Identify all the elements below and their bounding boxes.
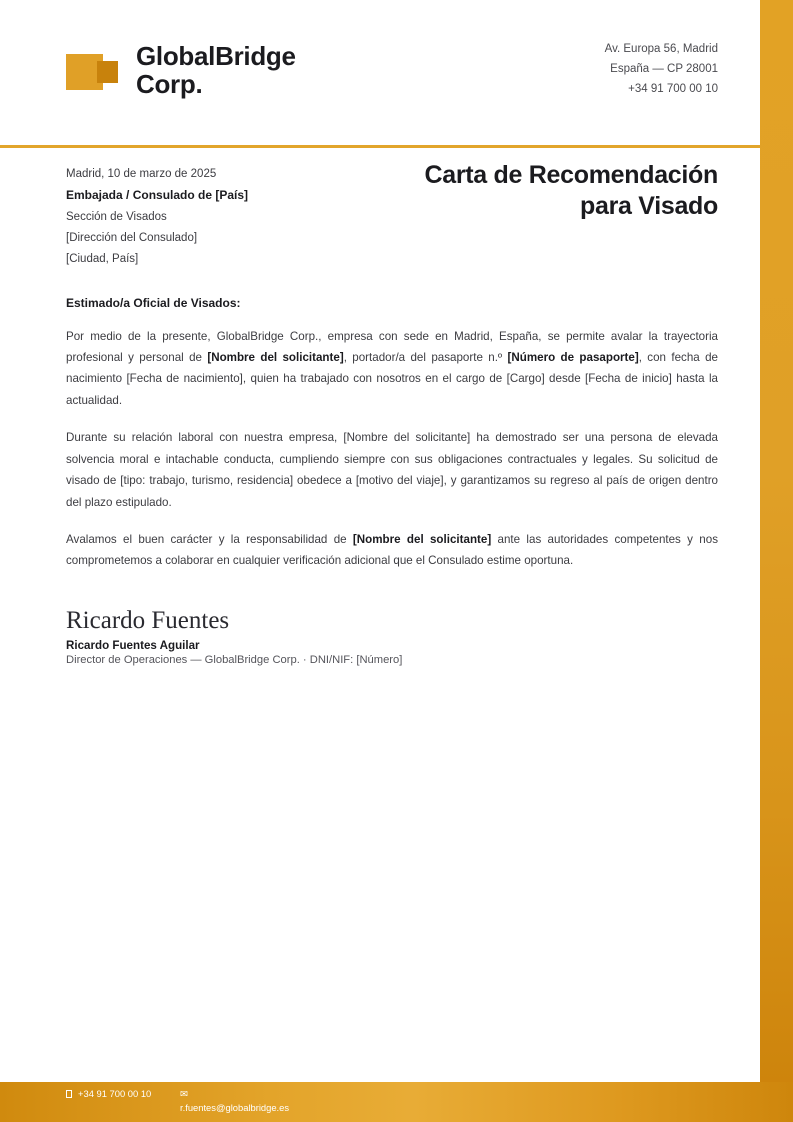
text-run: ante las autoridades competentes y nos comprometemos a colaborar en cualquier verificación adicional que el Consulado estime oportuna. [66, 533, 718, 568]
recipient-address: [Dirección del Consulado] [66, 231, 198, 244]
header-contact-postal: España — CP 28001 [610, 63, 718, 76]
recipient-city-country: [Ciudad, País] [66, 252, 139, 265]
globalbridge-logo-icon [66, 50, 120, 90]
placeholder-field: [Nombre del solicitante] [352, 533, 492, 547]
date-line: Madrid, 10 de marzo de 2025 [66, 168, 217, 180]
signatory-role: Director de Operaciones — GlobalBridge Corp. · DNI/NIF: [Número] [66, 654, 403, 667]
recipient-block [66, 160, 248, 270]
text-run: Durante su relación laboral con nuestra empresa, [Nombre del solicitante] ha demostrado ser una persona de elevada solvencia moral e intachable conducta, cumpliendo siempre con sus obligaciones contractuales y legales. Su solicitud de visado de [tipo: trabajo, turismo, residencia] obedece a [motivo del viaje], y garantizamos su regreso al país de origen dentro del plazo estipulado. [66, 431, 718, 509]
signatory-name: Ricardo Fuentes Aguilar [66, 639, 200, 653]
header-contact-block [605, 40, 718, 99]
letter-body [0, 160, 760, 666]
logo-square-dark-icon [97, 61, 118, 83]
footer-phone-item [66, 1088, 158, 1101]
page-title: Carta de Recomendación para Visado [424, 161, 718, 220]
meta-row [66, 160, 718, 270]
placeholder-field: [Nombre del solicitante] [207, 350, 344, 364]
brand-name: GlobalBridge Corp. [136, 40, 296, 99]
placeholder-field: [Número de pasaporte] [507, 350, 639, 364]
footer-email-item [180, 1088, 289, 1114]
paragraph-2 [66, 427, 718, 513]
header-contact-address: Av. Europa 56, Madrid [604, 43, 718, 56]
header-divider [0, 145, 760, 148]
paragraph-list [66, 326, 718, 572]
signature-script: Ricardo Fuentes [66, 606, 230, 634]
phone-icon [66, 1088, 73, 1101]
signature-block [66, 606, 718, 667]
text-run: , con fecha de nacimiento [Fecha de nacimiento], quien ha trabajado con nosotros en el cargo de [Cargo] desde [Fecha de inicio] hasta la actualidad. [66, 350, 718, 407]
footer-phone-text: +34 91 700 00 10 [78, 1088, 152, 1099]
letterhead-header [0, 0, 760, 140]
footer-email-text: r.fuentes@globalbridge.es [180, 1101, 290, 1113]
recipient-department: Sección de Visados [66, 210, 167, 223]
text-run: , portador/a del pasaporte n.º [343, 350, 508, 364]
salutation: Estimado/a Oficial de Visados: [66, 295, 241, 310]
text-run: Por medio de la presente, GlobalBridge Corp., empresa con sede en Madrid, España, se permite avalar la trayectoria profesional y personal de [66, 329, 718, 364]
paragraph-3 [66, 529, 718, 572]
recipient-organization: Embajada / Consulado de [País] [66, 187, 249, 202]
paragraph-1 [66, 326, 718, 412]
brand-block [66, 42, 366, 98]
right-accent-bar [760, 0, 793, 1122]
page-footer [0, 1082, 793, 1122]
envelope-icon: ✉ [180, 1088, 188, 1099]
header-contact-phone: +34 91 700 00 10 [628, 82, 718, 95]
text-run: Avalamos el buen carácter y la responsabilidad de [66, 533, 353, 547]
